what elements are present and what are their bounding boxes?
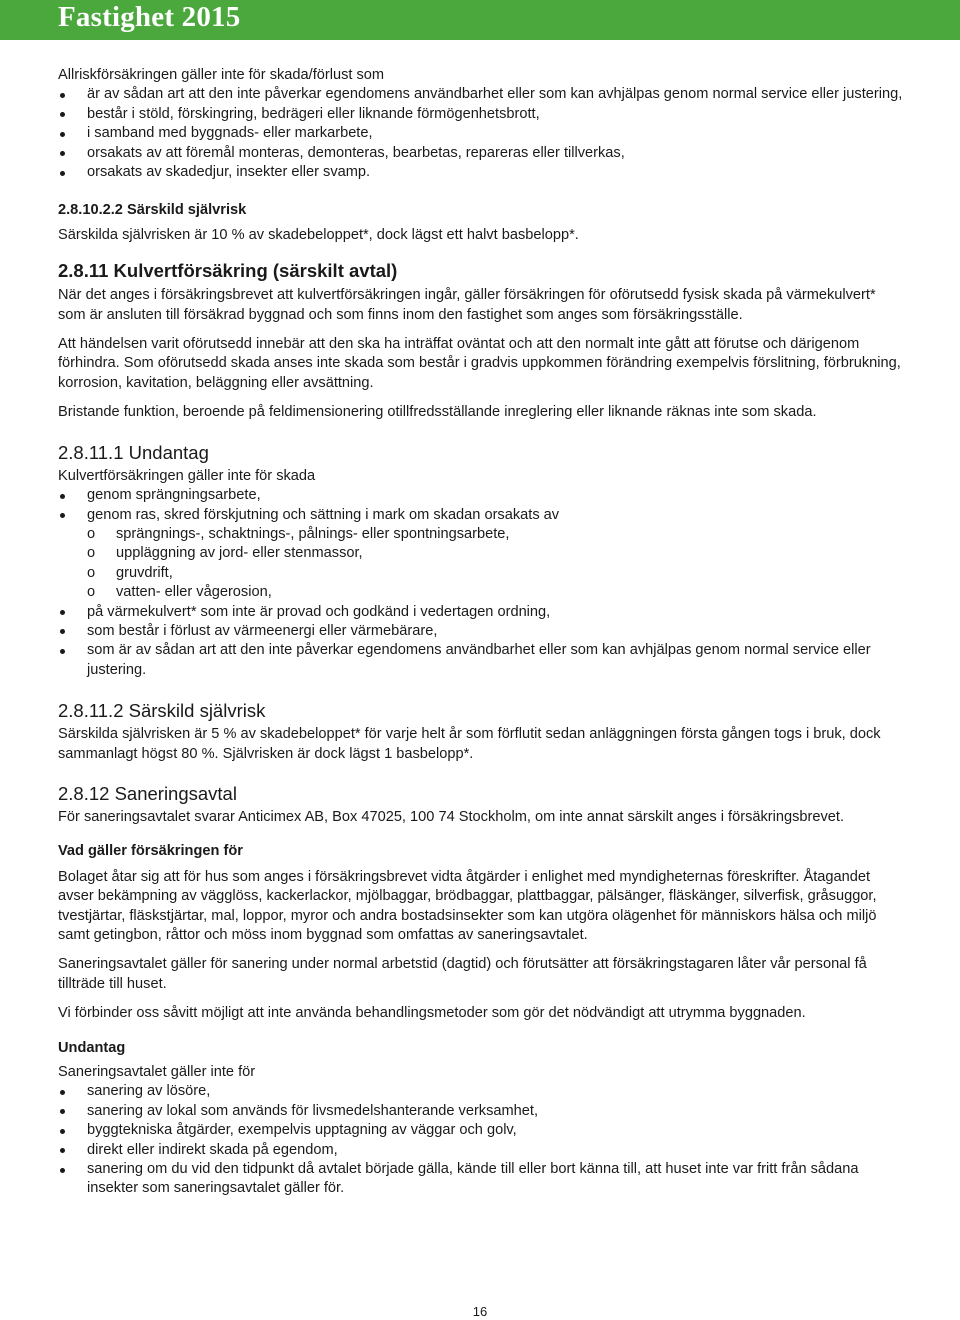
list-item: direkt eller indirekt skada på egendom, [58, 1141, 906, 1160]
paragraph: Allriskförsäkringen gäller inte för skada/förlust som [58, 67, 385, 83]
paragraph: Kulvertförsäkringen gäller inte för skada [58, 467, 316, 484]
bullet-list [58, 1082, 906, 1198]
list-item: i samband med byggnads- eller markarbete, [58, 124, 906, 143]
bullet-list [58, 486, 906, 680]
list-item: orsakats av skadedjur, insekter eller svamp. [58, 163, 906, 182]
subsection-heading: Undantag [58, 1039, 126, 1056]
paragraph: För saneringsavtalet svarar Anticimex AB, Box 47025, 100 74 Stockholm, om inte annat särskilt anges i försäkringsbrevet. [58, 808, 845, 825]
paragraph: Bolaget åtar sig att för hus som anges i försäkringsbrevet vidta åtgärder i enlighet med myndigheternas föreskrifter. Åtagandet avser bekämpning av vägglöss, kackerlackor, mjölbaggar, brödbaggar, plattbaggar, pälsänger, fläskänger, silverfisk, gråsuggor, tvestjärtar, fläskstjärtar, mal, loppor, myror och andra bostadsinsekter som kan utgöra olägenhet för människors hälsa och miljö samt getingbon, råttor och möss inom byggnad som omfattas av saneringsavtalet. [58, 868, 877, 943]
section-heading: 2.8.11.2 Särskild självrisk [58, 700, 266, 722]
bullet-list [58, 85, 906, 182]
document-title: Fastighet 2015 [58, 1, 241, 33]
paragraph: Saneringsavtalet gäller för sanering under normal arbetstid (dagtid) och förutsätter att försäkringstagaren låter vår personal få tillträde till huset. [58, 956, 867, 992]
list-item: är av sådan art att den inte påverkar egendomens användbarhet eller som kan avhjälpas genom normal service eller justering, [58, 85, 906, 104]
list-item: sanering om du vid den tidpunkt då avtalet började gälla, kände till eller bort känna till, att huset inte var fritt från sådana insekter som saneringsavtalet gäller för. [58, 1160, 906, 1199]
section-heading: 2.8.10.2.2 Särskild självrisk [58, 202, 247, 219]
sub-list-item: o uppläggning av jord- eller stenmassor, [58, 544, 906, 563]
paragraph: Att händelsen varit oförutsedd innebär att den ska ha inträffat oväntat och att den normalt inte gått att förutse och därigenom förhindra. Som oförutsedd skada anses inte skada som består i gradvis uppkommen förändring exempelvis förslitning, förbrukning, korrosion, kavitation, beläggning eller avsättning. [58, 336, 901, 391]
list-item: på värmekulvert* som inte är provad och godkänd i vedertagen ordning, [58, 603, 906, 622]
list-item: genom ras, skred förskjutning och sättning i mark om skadan orsakats av [58, 506, 906, 525]
paragraph: Vi förbinder oss såvitt möjligt att inte använda behandlingsmetoder som gör det nödvändigt att utrymma byggnaden. [58, 1005, 806, 1022]
paragraph: Särskilda självrisken är 5 % av skadebeloppet* för varje helt år som förflutit sedan anläggningen första gången togs i bruk, dock sammanlagt högst 80 %. Självrisken är dock lägst 1 basbelopp*. [58, 726, 881, 762]
page-header-bar [0, 0, 960, 40]
page-number: 16 [472, 1304, 488, 1319]
sub-list-item: o sprängnings-, schaktnings-, pålnings- eller spontningsarbete, [58, 525, 906, 544]
list-item: genom sprängningsarbete, [58, 486, 906, 505]
paragraph: Särskilda självrisken är 10 % av skadebeloppet*, dock lägst ett halvt basbelopp*. [58, 226, 579, 243]
paragraph: När det anges i försäkringsbrevet att kulvertförsäkringen ingår, gäller försäkringen för oförutsedd fysisk skada på värmekulvert* som är ansluten till försäkrad byggnad och som finns inom den fastighet som anges som försäkringsställe. [58, 287, 876, 323]
page-content [58, 66, 906, 1199]
list-item: orsakats av att föremål monteras, demonteras, bearbetas, repareras eller tillverkas, [58, 144, 906, 163]
sub-list-item: o vatten- eller vågerosion, [58, 583, 906, 602]
subsection-heading: Vad gäller försäkringen för [58, 843, 243, 860]
paragraph: Saneringsavtalet gäller inte för [58, 1064, 256, 1081]
section-heading: 2.8.11.1 Undantag [58, 441, 209, 463]
paragraph: Bristande funktion, beroende på feldimensionering otillfredsställande inreglering eller liknande räknas inte som skada. [58, 404, 817, 421]
list-item: som består i förlust av värmeenergi eller värmebärare, [58, 622, 906, 641]
list-item: som är av sådan art att den inte påverkar egendomens användbarhet eller som kan avhjälpas genom normal service eller justering. [58, 641, 906, 680]
section-heading: 2.8.12 Saneringsavtal [58, 782, 237, 804]
list-item: byggtekniska åtgärder, exempelvis upptagning av väggar och golv, [58, 1121, 906, 1140]
list-item: sanering av lösöre, [58, 1082, 906, 1101]
list-item: sanering av lokal som används för livsmedelshanterande verksamhet, [58, 1102, 906, 1121]
list-item: består i stöld, förskingring, bedrägeri eller liknande förmögenhetsbrott, [58, 105, 906, 124]
section-heading: 2.8.11 Kulvertförsäkring (särskilt avtal) [58, 260, 398, 282]
sub-list-item: o gruvdrift, [58, 564, 906, 583]
